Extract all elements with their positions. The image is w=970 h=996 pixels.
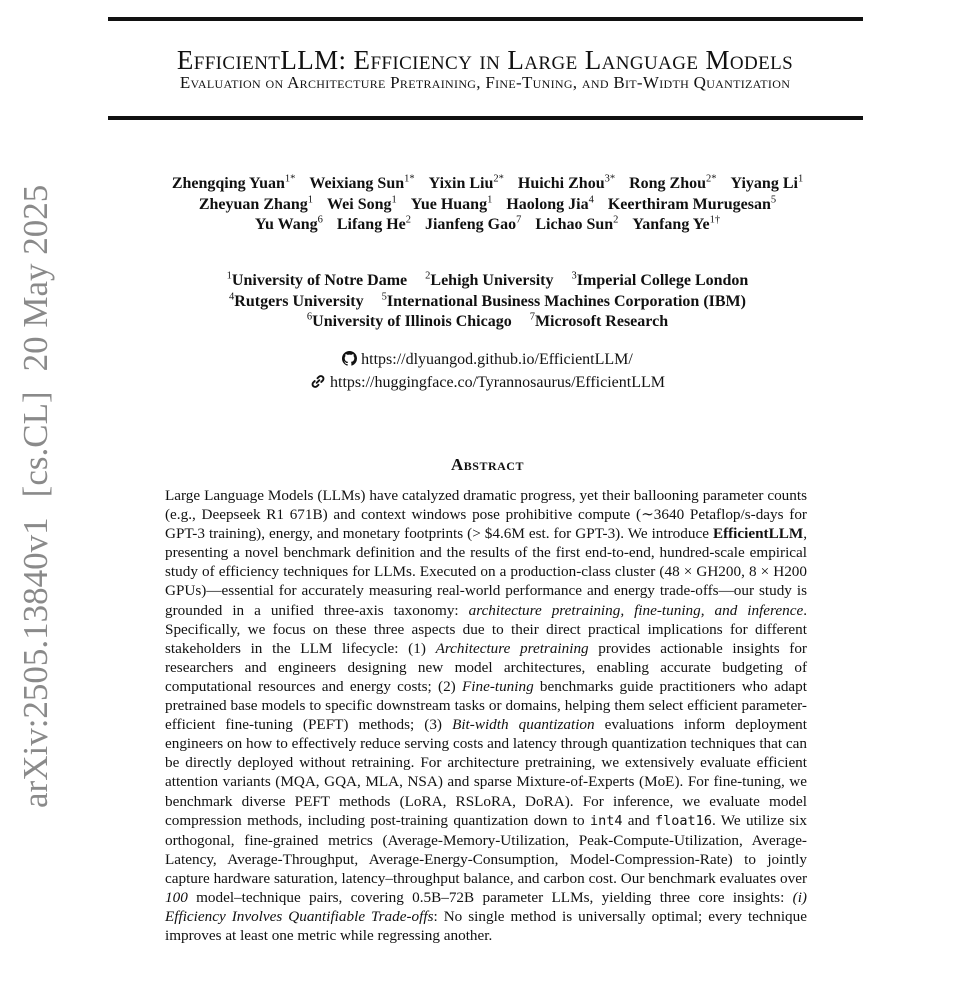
affiliation-sup: 2	[425, 270, 431, 282]
author-line-1	[100, 174, 875, 195]
affiliation-name: University of Illinois Chicago	[312, 313, 512, 330]
abstract-italic: Fine-tuning	[461, 677, 534, 695]
affiliation-name: Rutgers University	[234, 292, 364, 310]
author-sup: 1*	[284, 173, 296, 185]
arxiv-id: arXiv:2505.13840v1	[16, 517, 55, 808]
abstract-italic: architecture pretraining, fine-tuning, and inference	[468, 601, 804, 619]
author-sup: 1†	[709, 214, 721, 226]
author	[199, 196, 313, 213]
author-sup: 5	[770, 194, 777, 206]
author-name: Yiyang Li	[730, 175, 798, 192]
author-name: Yixin Liu	[428, 175, 494, 192]
author-name: Zheyuan Zhang	[198, 195, 308, 213]
author-name: Rong Zhou	[629, 175, 707, 192]
author	[518, 175, 615, 192]
github-icon	[342, 351, 357, 372]
author	[535, 216, 618, 233]
abstract-italic: 100	[165, 888, 188, 906]
affiliation-sup: 7	[529, 311, 535, 323]
author	[337, 216, 411, 233]
abstract-text: . We utilize six orthogonal, fine-grained metrics (Average-Memory-Utilization, Peak-Compute-Utilization, Average-Latency, Average-Throughput, Average-Energy-Consumption, Model-Compression-Rate) to jointly capture hardware saturation, latency–throughput balance, and carbon cost. Our benchmark evaluates over	[165, 811, 807, 887]
github-link[interactable]	[100, 349, 875, 372]
paper-subtitle: Evaluation on Architecture Pretraining, Fine-Tuning, and Bit-Width Quantization	[179, 73, 791, 92]
abstract-text: benchmarks guide practitioners who adapt pretrained base models to specific downstream tasks or domains, helping them select efficient parameter-efficient fine-tuning (PEFT) methods; (3)	[165, 677, 807, 734]
author	[731, 175, 804, 192]
abstract-italic: Architecture pretraining	[435, 639, 589, 657]
author-name: Wei Song	[327, 195, 392, 213]
affiliation-sup: 1	[226, 270, 232, 282]
author-sup: 3*	[604, 173, 616, 185]
affiliation-sup: 4	[229, 291, 235, 303]
affiliation	[307, 313, 512, 330]
abstract-text: evaluations inform deployment engineers on how to effectively reduce serving costs and latency through quantization techniques that can be directly deployed without retraining. For architecture pretraining, we extensively evaluate efficient attention variants (MQA, GQA, MLA, NSA) and sparse Mixture-of-Experts (MoE). For fine-tuning, we benchmark diverse PEFT methods (LoRA, RSLoRA, DoRA). For inference, we evaluate model compression methods, including post-training quantization down to	[165, 716, 807, 829]
author-sup: 2	[405, 214, 411, 226]
author-name: Lichao Sun	[535, 216, 614, 233]
author	[309, 175, 414, 192]
author-name: Haolong Jia	[506, 195, 589, 213]
affiliation-sup: 5	[381, 291, 387, 303]
author-name: Jianfeng Gao	[424, 216, 517, 233]
abstract-code: int4	[589, 812, 623, 829]
author-sup: 1	[487, 194, 493, 206]
author-sup: 1*	[404, 173, 415, 185]
affiliation	[572, 272, 749, 289]
affiliation	[530, 313, 668, 330]
affiliation	[382, 293, 746, 310]
affiliation-line-2	[100, 292, 875, 313]
author	[172, 175, 296, 192]
author	[429, 175, 504, 192]
author-name: Zhengqing Yuan	[171, 175, 285, 192]
affiliation-name: Microsoft Research	[534, 313, 669, 330]
affiliation-line-3	[100, 312, 875, 333]
author-line-2	[100, 195, 875, 216]
affiliation-sup: 3	[571, 270, 577, 282]
author	[327, 196, 397, 213]
abstract-text: : No single method is universally optimal; every technique improves at least one metric while regressing another.	[165, 908, 807, 945]
huggingface-link[interactable]	[100, 372, 875, 395]
author-name: Huichi Zhou	[517, 175, 605, 192]
affiliation-name: Imperial College London	[576, 272, 749, 289]
author-sup: 2*	[706, 173, 717, 185]
author	[425, 216, 521, 233]
abstract-text: . Specifically, we focus on these three aspects due to their direct practical implications for different stakeholders in the LLM lifecycle: (1)	[165, 601, 807, 657]
affiliation-name: University of Notre Dame	[231, 272, 408, 289]
author-name: Keerthiram Murugesan	[607, 195, 771, 213]
author	[411, 196, 493, 213]
author	[629, 175, 716, 192]
affiliation-list	[100, 271, 875, 333]
abstract-bold-name: EfficientLLM	[712, 525, 804, 543]
abstract-italic: (i) Efficiency Involves Quantifiable Trade-offs	[165, 888, 807, 926]
author-name: Weixiang Sun	[309, 175, 405, 192]
affiliation	[425, 272, 553, 289]
author-sup: 4	[588, 194, 594, 206]
affiliation	[229, 293, 364, 310]
author-list	[100, 174, 875, 236]
author-name: Yanfang Ye	[632, 216, 710, 233]
author	[506, 196, 593, 213]
abstract-heading: Abstract	[451, 455, 524, 474]
author	[632, 216, 720, 233]
abstract-text: and	[622, 811, 656, 829]
author-sup: 1	[391, 194, 397, 206]
arxiv-category: [cs.CL]	[16, 391, 55, 498]
author-sup: 1	[797, 173, 804, 185]
author	[255, 216, 323, 233]
abstract-text: , presenting a novel benchmark definition and the results of the first end-to-end, hundred-scale empirical study of efficiency techniques for LLMs. Executed on a production-class cluster (48 × GH200, 8 × H200 GPUs)—essential for accurately measuring real-world performance and energy trade-offs—our study is grounded in a unified three-axis taxonomy:	[165, 525, 807, 619]
abstract-italic: Bit-width quantization	[452, 716, 595, 734]
project-links	[100, 349, 875, 395]
affiliation-line-1	[100, 271, 875, 292]
top-rule	[108, 17, 863, 21]
bottom-title-rule	[108, 116, 863, 120]
abstract-code: float16	[655, 812, 712, 829]
abstract-text: Large Language Models (LLMs) have catalyzed dramatic progress, yet their ballooning parameter counts (e.g., Deepseek R1 671B) and context windows pose prohibitive compute (∼3640 Petaflop/s-days for GPT-3 training), energy, and monetary footprints (> $4.6M est. for GPT-3). We introduce	[165, 487, 807, 543]
paper-title: EfficientLLM: Efficiency in Large Language Models	[176, 45, 794, 75]
github-url[interactable]: https://dlyuangod.github.io/EfficientLLM/	[361, 351, 633, 368]
author-sup: 6	[317, 214, 323, 226]
affiliation-name: International Business Machines Corporation (IBM)	[386, 292, 746, 310]
abstract-text: model–technique pairs, covering 0.5B–72B parameter LLMs, yielding three core insights:	[187, 888, 793, 906]
abstract-body	[165, 486, 807, 945]
author-name: Yue Huang	[410, 195, 488, 213]
affiliation-sup: 6	[306, 311, 313, 323]
author-name: Yu Wang	[254, 216, 318, 233]
author-sup: 7	[516, 214, 522, 226]
arxiv-date: 20 May 2025	[16, 184, 55, 372]
author-sup: 2*	[493, 173, 504, 185]
author-sup: 1	[307, 194, 314, 206]
author-name: Lifang He	[336, 216, 406, 233]
abstract-text: provides actionable insights for researchers and engineers designing new model architectures, enabling accurate budgeting of computational resources and energy costs; (2)	[165, 639, 807, 695]
arxiv-stamp	[14, 184, 58, 818]
author-sup: 2	[613, 214, 619, 226]
link-icon	[310, 374, 326, 395]
huggingface-url[interactable]: https://huggingface.co/Tyrannosaurus/EfficientLLM	[330, 374, 665, 391]
author-line-3	[100, 215, 875, 236]
affiliation-name: Lehigh University	[430, 272, 554, 289]
affiliation	[227, 272, 407, 289]
author	[608, 196, 776, 213]
